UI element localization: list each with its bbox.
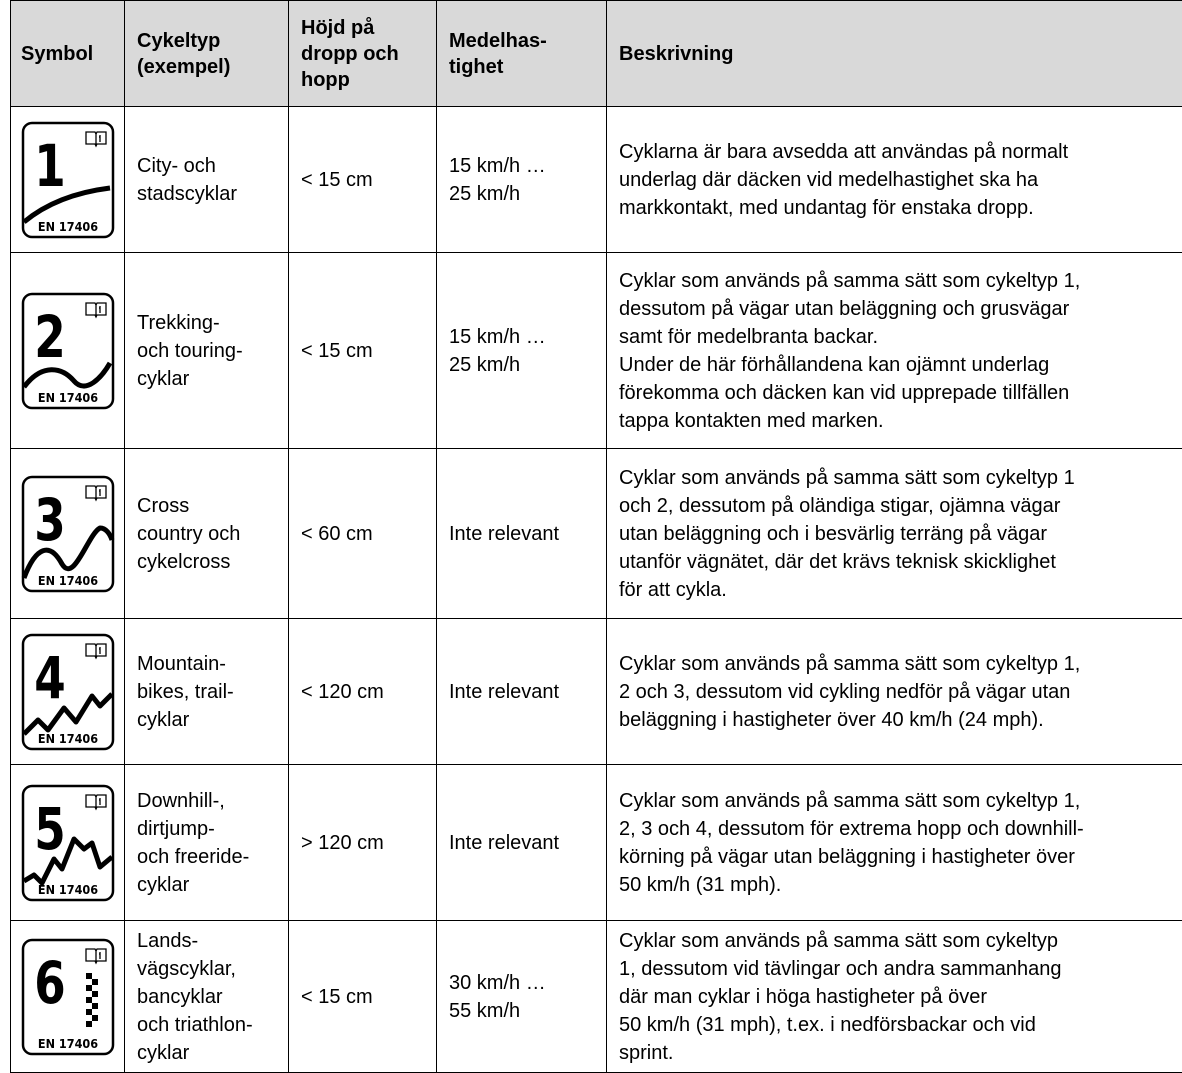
description-line: dessutom på vägar utan beläggning och grusvägar [619, 295, 1170, 323]
bike-type-line: cyklar [137, 365, 276, 393]
badge-number: 1 [34, 133, 65, 200]
description-cell [607, 449, 1182, 619]
drop-height-cell: > 120 cm [289, 765, 437, 921]
header-row [11, 1, 1182, 107]
symbol-cell [11, 253, 125, 449]
bike-type-line: City- och [137, 152, 276, 180]
bike-type-line: Mountain- [137, 650, 276, 678]
header-height [289, 1, 437, 107]
description-line: där man cyklar i höga hastigheter på över [619, 983, 1170, 1011]
average-speed-line: 15 km/h … [449, 323, 594, 351]
average-speed-line: Inte relevant [449, 520, 594, 548]
symbol-cell [11, 921, 125, 1073]
average-speed-line: 25 km/h [449, 180, 594, 208]
description-line: Cyklar som används på samma sätt som cykeltyp [619, 927, 1170, 955]
description-cell [607, 921, 1182, 1073]
badge-number: 6 [34, 950, 65, 1017]
bike-type-line: bancyklar [137, 983, 276, 1011]
bike-category-badge-icon [20, 783, 116, 903]
bike-category-badge-icon [20, 291, 116, 411]
badge-standard-label: EN 17406 [37, 573, 97, 588]
bike-type-line: bikes, trail- [137, 678, 276, 706]
table-row [11, 107, 1182, 253]
bike-type-cell [125, 765, 289, 921]
drop-height-cell: < 120 cm [289, 619, 437, 765]
badge-standard-label: EN 17406 [37, 1036, 97, 1051]
header-description: Beskrivning [607, 1, 1182, 107]
bike-type-line: country och [137, 520, 276, 548]
badge [20, 937, 116, 1057]
description-line: Cyklar som används på samma sätt som cykeltyp 1, [619, 787, 1170, 815]
description-line: sprint. [619, 1039, 1170, 1067]
badge-number: 4 [34, 645, 65, 712]
average-speed-line: Inte relevant [449, 678, 594, 706]
badge-standard-label: EN 17406 [37, 882, 97, 897]
badge-number: 2 [34, 304, 65, 371]
bike-type-line: Downhill-, [137, 787, 276, 815]
average-speed-cell [437, 253, 607, 449]
description-line: 2, 3 och 4, dessutom för extrema hopp och downhill- [619, 815, 1170, 843]
header-type [125, 1, 289, 107]
header-speed-line: tighet [449, 54, 594, 80]
description-line: utan beläggning och i besvärlig terräng på vägar [619, 520, 1170, 548]
badge [20, 120, 116, 240]
table-row [11, 253, 1182, 449]
average-speed-cell [437, 921, 607, 1073]
header-type-line: Cykeltyp [137, 28, 276, 54]
bike-type-cell [125, 921, 289, 1073]
symbol-cell [11, 765, 125, 921]
header-type-line: (exempel) [137, 54, 276, 80]
badge-standard-label: EN 17406 [37, 731, 97, 746]
bike-type-line: Lands- [137, 927, 276, 955]
description-line: markkontakt, med undantag för enstaka dropp. [619, 194, 1170, 222]
description-line: beläggning i hastigheter över 40 km/h (24 mph). [619, 706, 1170, 734]
symbol-cell [11, 107, 125, 253]
drop-height-cell: < 15 cm [289, 921, 437, 1073]
badge [20, 783, 116, 903]
bike-type-cell [125, 253, 289, 449]
description-line: Cyklar som används på samma sätt som cykeltyp 1, [619, 650, 1170, 678]
average-speed-line: Inte relevant [449, 829, 594, 857]
bike-type-cell [125, 107, 289, 253]
badge-number: 5 [34, 796, 65, 863]
average-speed-cell [437, 449, 607, 619]
description-line: Cyklar som används på samma sätt som cykeltyp 1 [619, 464, 1170, 492]
bike-type-line: vägscyklar, [137, 955, 276, 983]
average-speed-line: 25 km/h [449, 351, 594, 379]
bike-type-cell [125, 449, 289, 619]
description-line: Cyklarna är bara avsedda att användas på normalt [619, 138, 1170, 166]
symbol-cell [11, 449, 125, 619]
badge [20, 632, 116, 752]
bike-type-line: Trekking- [137, 309, 276, 337]
bike-type-line: cyklar [137, 1039, 276, 1067]
bike-type-line: Cross [137, 492, 276, 520]
description-line: Cyklar som används på samma sätt som cykeltyp 1, [619, 267, 1170, 295]
description-line: förekomma och däcken kan vid upprepade tillfällen [619, 379, 1170, 407]
header-speed [437, 1, 607, 107]
average-speed-cell [437, 765, 607, 921]
bike-type-line: cyklar [137, 871, 276, 899]
bike-category-badge-icon [20, 474, 116, 594]
bike-type-cell [125, 619, 289, 765]
average-speed-line: 55 km/h [449, 997, 594, 1025]
average-speed-line: 30 km/h … [449, 969, 594, 997]
average-speed-line: 15 km/h … [449, 152, 594, 180]
description-line: 50 km/h (31 mph), t.ex. i nedförsbackar och vid [619, 1011, 1170, 1039]
description-line: för att cykla. [619, 576, 1170, 604]
table-row [11, 921, 1182, 1073]
bike-type-line: cyklar [137, 706, 276, 734]
description-cell [607, 619, 1182, 765]
description-line: och 2, dessutom på oländiga stigar, ojämna vägar [619, 492, 1170, 520]
symbol-cell [11, 619, 125, 765]
bike-type-line: och freeride- [137, 843, 276, 871]
badge-standard-label: EN 17406 [37, 390, 97, 405]
average-speed-cell [437, 107, 607, 253]
header-height-line: Höjd på [301, 15, 424, 41]
header-height-line: dropp och [301, 41, 424, 67]
average-speed-cell [437, 619, 607, 765]
header-symbol: Symbol [11, 1, 125, 107]
bike-type-line: dirtjump- [137, 815, 276, 843]
description-cell [607, 107, 1182, 253]
drop-height-cell: < 15 cm [289, 107, 437, 253]
header-height-line: hopp [301, 67, 424, 93]
description-line: körning på vägar utan beläggning i hastigheter över [619, 843, 1170, 871]
bike-type-line: och touring- [137, 337, 276, 365]
description-line: samt för medelbranta backar. [619, 323, 1170, 351]
bike-category-badge-icon [20, 632, 116, 752]
description-line: 50 km/h (31 mph). [619, 871, 1170, 899]
table-row [11, 619, 1182, 765]
bike-type-line: och triathlon- [137, 1011, 276, 1039]
drop-height-cell: < 15 cm [289, 253, 437, 449]
description-line: Under de här förhållandena kan ojämnt underlag [619, 351, 1170, 379]
badge-number: 3 [34, 487, 65, 554]
badge [20, 291, 116, 411]
description-line: tappa kontakten med marken. [619, 407, 1170, 435]
bike-category-badge-icon [20, 937, 116, 1057]
description-line: 1, dessutom vid tävlingar och andra sammanhang [619, 955, 1170, 983]
bike-type-line: stadscyklar [137, 180, 276, 208]
badge-standard-label: EN 17406 [37, 219, 97, 234]
description-cell [607, 765, 1182, 921]
table-row [11, 449, 1182, 619]
description-line: utanför vägnätet, där det krävs teknisk skicklighet [619, 548, 1170, 576]
bike-category-badge-icon [20, 120, 116, 240]
description-line: 2 och 3, dessutom vid cykling nedför på vägar utan [619, 678, 1170, 706]
badge [20, 474, 116, 594]
description-cell [607, 253, 1182, 449]
bike-type-table [10, 0, 1182, 1073]
description-line: underlag där däcken vid medelhastighet ska ha [619, 166, 1170, 194]
header-speed-line: Medelhas- [449, 28, 594, 54]
drop-height-cell: < 60 cm [289, 449, 437, 619]
table-row [11, 765, 1182, 921]
bike-type-line: cykelcross [137, 548, 276, 576]
